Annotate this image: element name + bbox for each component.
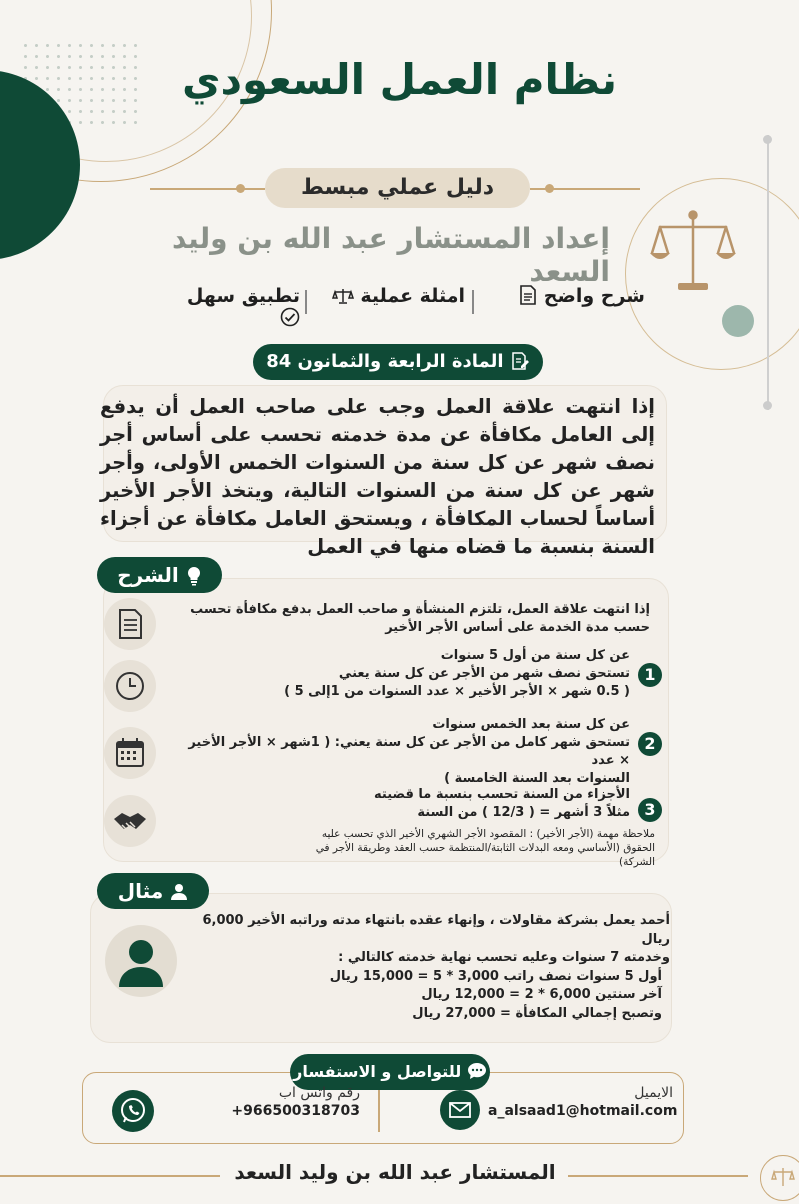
footer-name: المستشار عبد الله بن وليد السعد bbox=[234, 1160, 556, 1184]
seal-logo bbox=[760, 1155, 799, 1201]
item-1-line-3: ( 0.5 شهر × الأجر الأخير × عدد السنوات من 1إلى 5 ) bbox=[284, 684, 630, 699]
example-heading: مثال bbox=[117, 879, 164, 903]
decorative-dot bbox=[763, 135, 772, 144]
decorative-dot bbox=[763, 401, 772, 410]
whatsapp-number[interactable]: +966500318703 bbox=[231, 1103, 360, 1119]
check-circle-icon bbox=[280, 307, 300, 327]
item-3-line-2: مثلاً 3 أشهر = ( 12/3 ) من السنة bbox=[417, 805, 630, 820]
whatsapp-icon-circle[interactable] bbox=[112, 1090, 154, 1132]
feature-separator bbox=[305, 290, 307, 314]
user-icon bbox=[170, 883, 188, 901]
author-line: إعداد المستشار عبد الله بن وليد السعد bbox=[171, 222, 610, 288]
item-number: 3 bbox=[638, 798, 662, 822]
explanation-item-2 bbox=[180, 716, 630, 788]
scale-of-justice-icon bbox=[648, 205, 738, 300]
document-icon bbox=[104, 598, 156, 650]
contact-heading: للتواصل و الاستفسار bbox=[293, 1062, 462, 1081]
explanation-heading-pill bbox=[97, 557, 222, 593]
feature-separator bbox=[472, 290, 474, 314]
email-block bbox=[488, 1085, 678, 1119]
explanation-intro: إذا انتهت علاقة العمل، تلتزم المنشأة و صاحب العمل بدفع مكافأة تحسب حسب مدة الخدمة على أساس الأجر الأخير bbox=[190, 602, 650, 635]
seal-scale-icon bbox=[761, 1156, 799, 1200]
item-1-line-1: عن كل سنة من أول 5 سنوات bbox=[440, 648, 630, 663]
example-line: آخر سنتين 6,000 * 2 = 12,000 ريال bbox=[421, 987, 662, 1002]
email-icon bbox=[440, 1090, 480, 1130]
explanation-heading: الشرح bbox=[117, 563, 179, 587]
article-text: إذا انتهت علاقة العمل وجب على صاحب العمل أن يدفع إلى العامل مكافأة عن مدة خدمته تحسب على أساس أجر نصف شهر عن كل سنة من السنوات الخمس الأولى، وأجر شهر عن كل سنة من السنوات التالية، ويتخذ الأجر الأخير أساساً لحساب المكافأة ، ويستحق العامل مكافأة عن أجزاء السنة بنسبة ما قضاه منها في العمل bbox=[100, 395, 655, 558]
feature-examples-label: امثلة عملية bbox=[360, 285, 465, 307]
explanation-note: ملاحظة مهمة (الأجر الأخير) : المقصود الأجر الشهري الأخير الذي تحسب عليه الحقوق (الأساسي ومعه البدلات الثابتة/المنتظمة حسب العقد وطريقة الأجر في الشركة) bbox=[315, 828, 655, 868]
email-label: الايميل bbox=[634, 1085, 673, 1101]
calendar-icon-circle bbox=[104, 727, 156, 779]
feature-explain-label: شرح واضح bbox=[543, 285, 645, 307]
item-number: 1 bbox=[638, 663, 662, 687]
decorative-vertical-line bbox=[767, 135, 769, 410]
feature-easy bbox=[180, 285, 300, 329]
email-icon-circle[interactable] bbox=[440, 1090, 480, 1130]
item-2-line-2: تستحق شهر كامل من الأجر عن كل سنة يعني: ( 1شهر × الأجر الأخير × عدد bbox=[188, 735, 630, 768]
example-line: أول 5 سنوات نصف راتب 3,000 * 5 = 15,000 ريال bbox=[329, 968, 662, 984]
email-address[interactable]: a_alsaad1@hotmail.com bbox=[488, 1103, 678, 1119]
example-heading-pill bbox=[97, 873, 209, 909]
subtitle-dot-left bbox=[236, 184, 245, 193]
chat-icon bbox=[467, 1062, 487, 1080]
scale-icon bbox=[332, 287, 354, 305]
example-text bbox=[180, 912, 670, 1023]
footer-line-right bbox=[568, 1175, 748, 1177]
article-heading: المادة الرابعة والثمانون 84 bbox=[266, 351, 504, 372]
contact-divider bbox=[378, 1090, 380, 1132]
whatsapp-block bbox=[170, 1085, 360, 1119]
person-icon bbox=[105, 925, 177, 997]
item-2-line-3: السنوات بعد السنة الخامسة ) bbox=[444, 771, 630, 786]
whatsapp-label: رقم واتس اب bbox=[278, 1085, 360, 1101]
subtitle: دليل عملي مبسط bbox=[300, 175, 495, 200]
subtitle-line-left bbox=[150, 188, 265, 190]
subtitle-dot-right bbox=[545, 184, 554, 193]
page-title: نظام العمل السعودي bbox=[182, 55, 617, 104]
item-2-line-1: عن كل سنة بعد الخمس سنوات bbox=[432, 717, 630, 732]
explanation-item-1 bbox=[200, 647, 630, 701]
lightbulb-icon bbox=[186, 566, 202, 586]
article-heading-pill bbox=[253, 344, 543, 380]
handshake-icon bbox=[104, 795, 156, 847]
footer-line-left bbox=[0, 1175, 220, 1177]
example-line: وتصبح إجمالي المكافأة = 27,000 ريال bbox=[412, 1005, 662, 1021]
edit-document-icon bbox=[510, 351, 530, 371]
clock-icon-circle bbox=[104, 660, 156, 712]
item-1-line-2: تستحق نصف شهر من الأجر عن كل سنة يعني bbox=[338, 666, 630, 681]
handshake-icon-circle bbox=[104, 795, 156, 847]
calendar-icon bbox=[104, 727, 156, 779]
document-icon-circle bbox=[104, 598, 156, 650]
clock-icon bbox=[104, 660, 156, 712]
avatar bbox=[105, 925, 177, 997]
whatsapp-icon bbox=[112, 1090, 154, 1132]
document-icon bbox=[519, 285, 537, 305]
feature-explain bbox=[500, 285, 645, 307]
item-number: 2 bbox=[638, 732, 662, 756]
feature-easy-label: تطبيق سهل bbox=[186, 285, 300, 307]
decorative-small-circle bbox=[722, 305, 754, 337]
example-line: أحمد يعمل بشركة مقاولات ، وإنهاء عقده بانتهاء مدته وراتبه الأخير 6,000 ريال bbox=[202, 913, 670, 947]
example-line: وخدمته 7 سنوات وعليه تحسب نهاية خدمته كالتالي : bbox=[338, 950, 670, 965]
feature-examples bbox=[330, 285, 465, 307]
item-3-line-1: الأجزاء من السنة تحسب بنسبة ما قضيته bbox=[374, 787, 630, 802]
explanation-item-3 bbox=[200, 786, 630, 822]
